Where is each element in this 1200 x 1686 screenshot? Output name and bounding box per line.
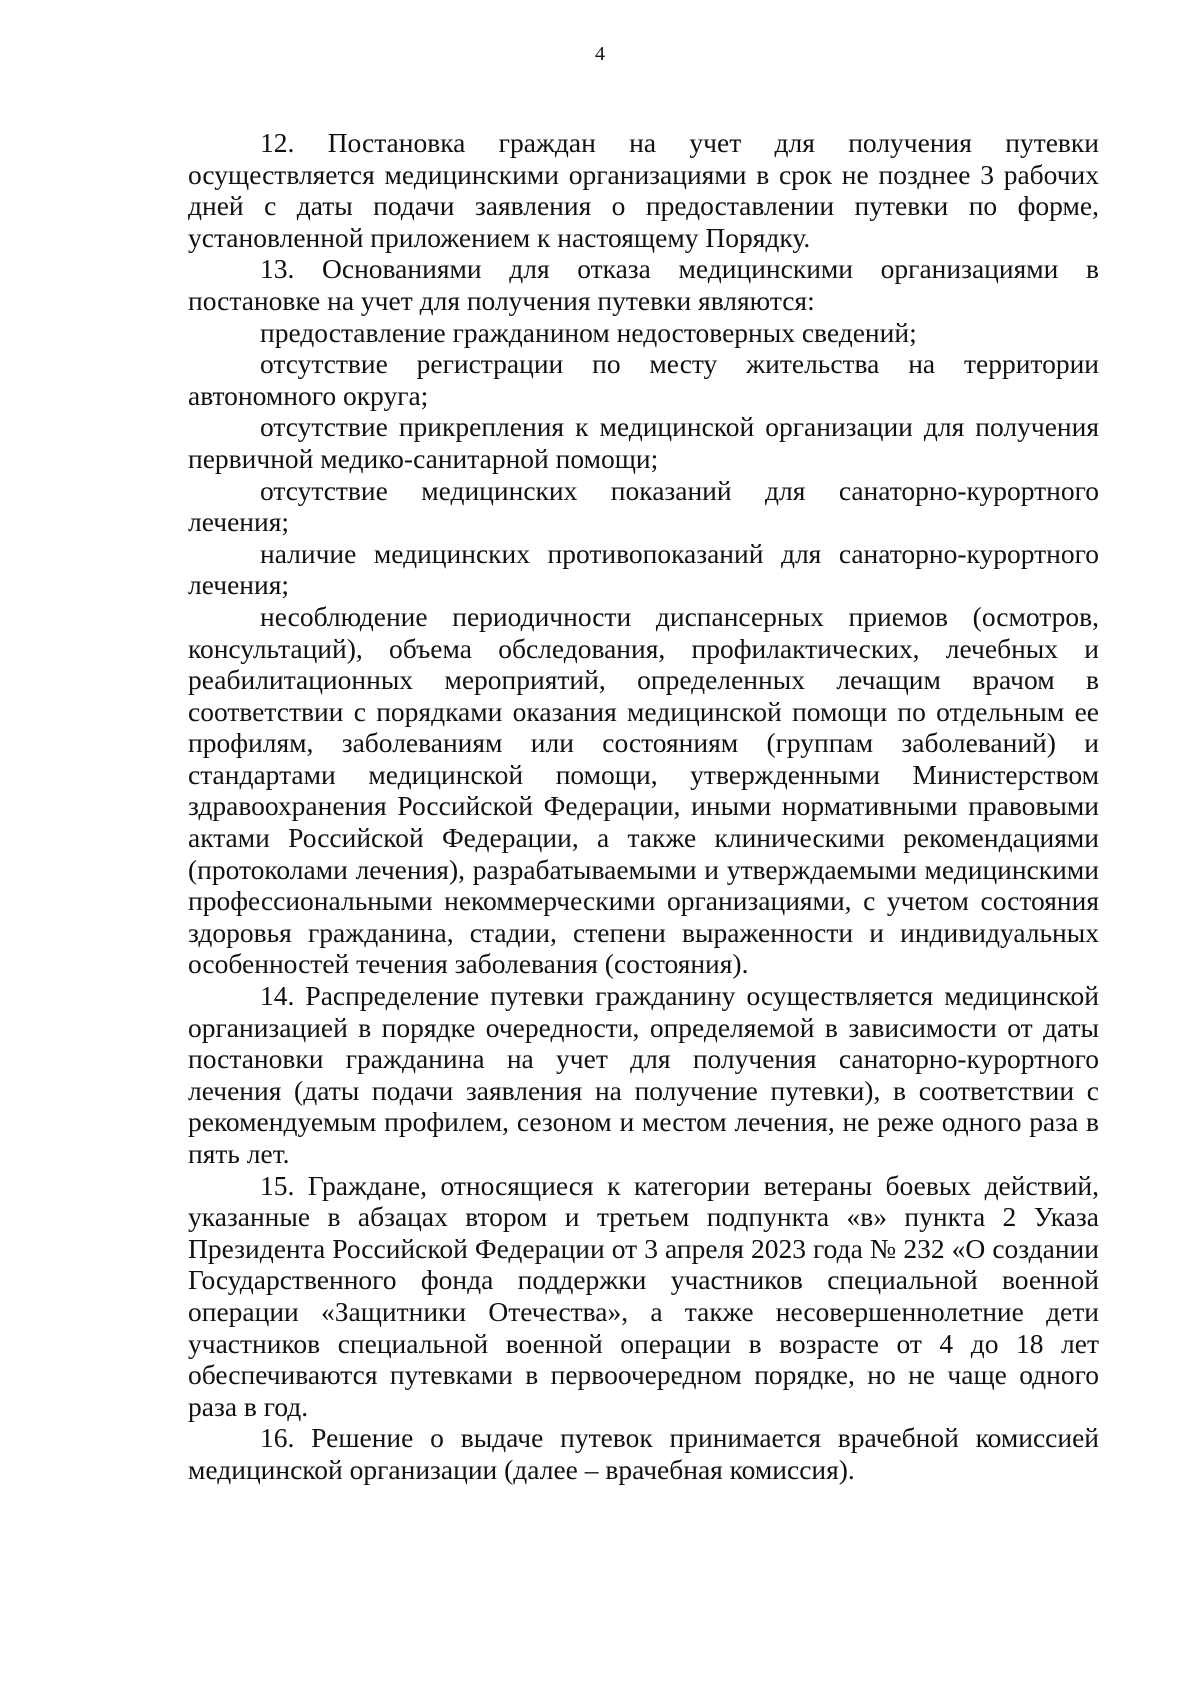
document-body [188,127,1099,1486]
refusal-ground-6: несоблюдение периодичности диспансерных приемов (осмотров, консультаций), объема обследования, профилактических, лечебных и реабилитационных мероприятий, определенных лечащим врачом в соответствии с порядками оказания медицинской помощи по отдельным ее профилям, заболеваниям или состояниям (группам заболеваний) и стандартами медицинской помощи, утвержденными Министерством здравоохранения Российской Федерации, иными нормативными правовыми актами Российской Федерации, а также клиническими рекомендациями (протоколами лечения), разрабатываемыми и утверждаемыми медицинскими профессиональными некоммерческими организациями, с учетом состояния здоровья гражданина, стадии, степени выраженности и индивидуальных особенностей течения заболевания (состояния). [188,600,1099,980]
paragraph-15: 15. Граждане, относящиеся к категории ветераны боевых действий, указанные в абзацах втором и третьем подпункта «в» пункта 2 Указа Президента Российской Федерации от 3 апреля 2023 года № 232 «О создании Государственного фонда поддержки участников специальной военной операции «Защитники Отечества», а также несовершеннолетние дети участников специальной военной операции в возрасте от 4 до 18 лет обеспечиваются путевками в первоочередном порядке, но не чаще одного раза в год. [188,1169,1099,1422]
refusal-ground-4: отсутствие медицинских показаний для санаторно-курортного лечения; [188,474,1099,538]
refusal-ground-5: наличие медицинских противопоказаний для санаторно-курортного лечения; [188,537,1099,601]
page-number: 4 [595,43,605,65]
paragraph-14: 14. Распределение путевки гражданину осуществляется медицинской организацией в порядке очередности, определяемой в зависимости от даты постановки гражданина на учет для получения санаторно-курортного лечения (даты подачи заявления на получение путевки), в соответствии с рекомендуемым профилем, сезоном и местом лечения, не реже одного раза в пять лет. [188,980,1099,1169]
paragraph-16: 16. Решение о выдаче путевок принимается врачебной комиссией медицинской организации (далее – врачебная комиссия). [188,1422,1099,1485]
refusal-ground-2: отсутствие регистрации по месту жительства на территории автономного округа; [188,348,1099,411]
refusal-ground-1: предоставление гражданином недостоверных сведений; [260,316,917,348]
paragraph-12: 12. Постановка граждан на учет для получения путевки осуществляется медицинскими организациями в срок не позднее 3 рабочих дней с даты подачи заявления о предоставлении путевки по форме, установленной приложением к настоящему Порядку. [188,127,1099,253]
paragraph-13: 13. Основаниями для отказа медицинскими организациями в постановке на учет для получения путевки являются: [188,253,1099,316]
refusal-ground-3: отсутствие прикрепления к медицинской организации для получения первичной медико-санитарной помощи; [188,411,1099,474]
